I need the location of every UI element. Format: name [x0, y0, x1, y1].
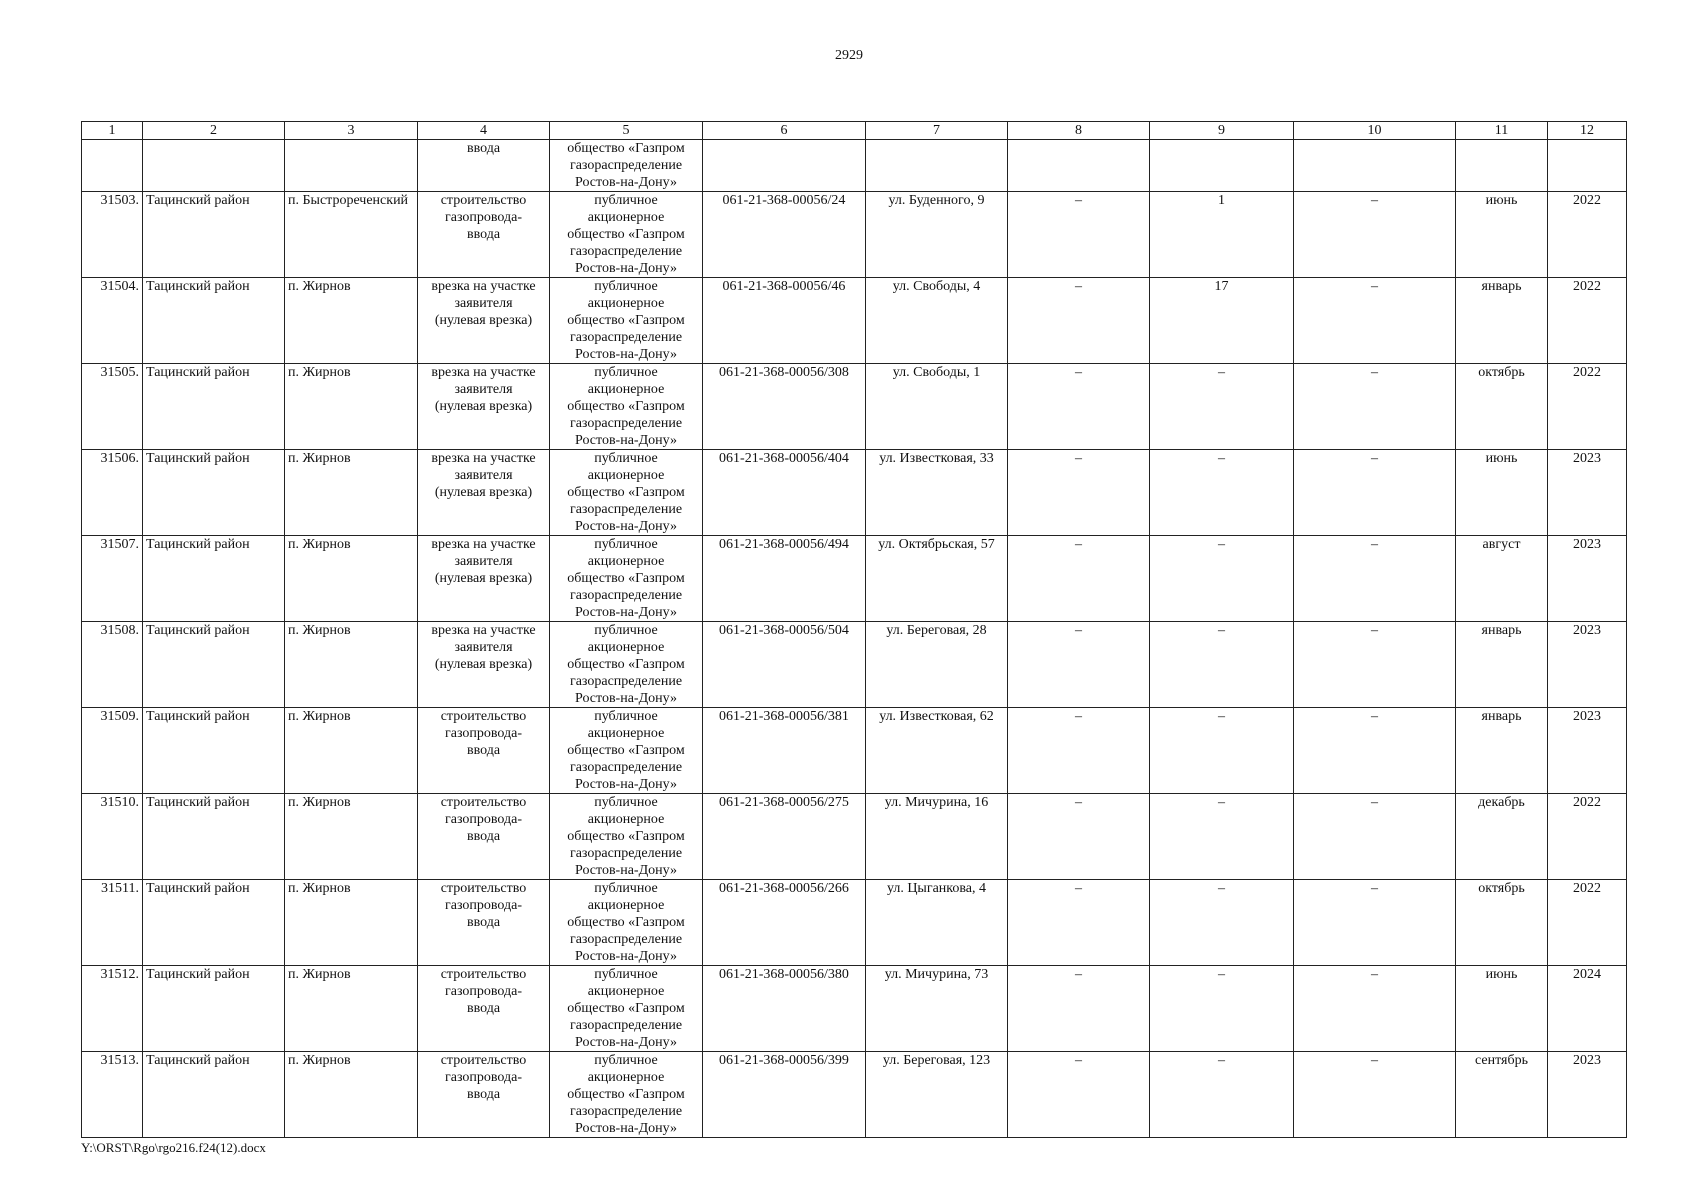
cell-col-8: – [1008, 536, 1150, 622]
cell-col-9: 17 [1150, 278, 1294, 364]
column-header: 12 [1548, 122, 1627, 140]
cell-organization: общество «Газпром газораспределение Ростов-на-Дону» [550, 140, 703, 192]
cell-number: 31509. [82, 708, 143, 794]
cell-address: ул. Свободы, 4 [866, 278, 1008, 364]
cell-settlement: п. Жирнов [285, 880, 418, 966]
cell-district: Тацинский район [143, 450, 285, 536]
cell-col-8: – [1008, 364, 1150, 450]
cell-address: ул. Береговая, 123 [866, 1052, 1008, 1138]
continuation-row [82, 140, 1627, 192]
cell-address: ул. Береговая, 28 [866, 622, 1008, 708]
cell-col-8: – [1008, 622, 1150, 708]
cell-col-9: – [1150, 708, 1294, 794]
cell-col-10: – [1294, 536, 1456, 622]
cell-organization: публичное акционерное общество «Газпром газораспределение Ростов-на-Дону» [550, 794, 703, 880]
column-header: 6 [703, 122, 866, 140]
cell-empty [285, 140, 418, 192]
cell-work-type: врезка на участке заявителя (нулевая врезка) [418, 364, 550, 450]
column-header: 1 [82, 122, 143, 140]
cell-organization: публичное акционерное общество «Газпром газораспределение Ростов-на-Дону» [550, 192, 703, 278]
cell-organization: публичное акционерное общество «Газпром газораспределение Ростов-на-Дону» [550, 1052, 703, 1138]
cell-number: 31504. [82, 278, 143, 364]
cell-address: ул. Известковая, 33 [866, 450, 1008, 536]
cell-month: август [1456, 536, 1548, 622]
cell-address: ул. Буденного, 9 [866, 192, 1008, 278]
cell-district: Тацинский район [143, 966, 285, 1052]
column-header: 9 [1150, 122, 1294, 140]
cell-empty [1008, 140, 1150, 192]
cell-district: Тацинский район [143, 536, 285, 622]
column-header: 7 [866, 122, 1008, 140]
cell-col-10: – [1294, 708, 1456, 794]
table-row [82, 364, 1627, 450]
cell-col-8: – [1008, 450, 1150, 536]
cell-work-type: врезка на участке заявителя (нулевая врезка) [418, 278, 550, 364]
cell-registration-number: 061-21-368-00056/399 [703, 1052, 866, 1138]
cell-year: 2022 [1548, 192, 1627, 278]
cell-month: июнь [1456, 966, 1548, 1052]
cell-registration-number: 061-21-368-00056/381 [703, 708, 866, 794]
cell-col-9: – [1150, 450, 1294, 536]
cell-district: Тацинский район [143, 278, 285, 364]
cell-organization: публичное акционерное общество «Газпром газораспределение Ростов-на-Дону» [550, 880, 703, 966]
page-number: 2929 [835, 48, 863, 63]
cell-organization: публичное акционерное общество «Газпром газораспределение Ростов-на-Дону» [550, 364, 703, 450]
table-row [82, 966, 1627, 1052]
table-row [82, 192, 1627, 278]
cell-registration-number: 061-21-368-00056/380 [703, 966, 866, 1052]
cell-col-10: – [1294, 1052, 1456, 1138]
cell-number: 31503. [82, 192, 143, 278]
cell-month: октябрь [1456, 364, 1548, 450]
cell-col-9: – [1150, 966, 1294, 1052]
cell-year: 2023 [1548, 536, 1627, 622]
table-row [82, 622, 1627, 708]
cell-col-8: – [1008, 966, 1150, 1052]
cell-col-10: – [1294, 450, 1456, 536]
cell-registration-number: 061-21-368-00056/494 [703, 536, 866, 622]
cell-work-type: врезка на участке заявителя (нулевая врезка) [418, 536, 550, 622]
cell-district: Тацинский район [143, 364, 285, 450]
column-header: 10 [1294, 122, 1456, 140]
cell-month: январь [1456, 278, 1548, 364]
file-path-footer: Y:\ORST\Rgo\rgo216.f24(12).docx [81, 1140, 266, 1155]
cell-col-8: – [1008, 1052, 1150, 1138]
cell-month: сентябрь [1456, 1052, 1548, 1138]
table-row [82, 794, 1627, 880]
cell-registration-number: 061-21-368-00056/308 [703, 364, 866, 450]
cell-month: январь [1456, 708, 1548, 794]
cell-settlement: п. Жирнов [285, 278, 418, 364]
cell-work-type: строительство газопровода- ввода [418, 708, 550, 794]
table-row [82, 880, 1627, 966]
cell-organization: публичное акционерное общество «Газпром газораспределение Ростов-на-Дону» [550, 450, 703, 536]
cell-year: 2023 [1548, 622, 1627, 708]
cell-col-9: – [1150, 794, 1294, 880]
cell-address: ул. Известковая, 62 [866, 708, 1008, 794]
cell-address: ул. Октябрьская, 57 [866, 536, 1008, 622]
column-header: 11 [1456, 122, 1548, 140]
cell-col-8: – [1008, 880, 1150, 966]
cell-col-10: – [1294, 966, 1456, 1052]
cell-work-type: врезка на участке заявителя (нулевая врезка) [418, 450, 550, 536]
cell-organization: публичное акционерное общество «Газпром газораспределение Ростов-на-Дону» [550, 278, 703, 364]
cell-year: 2023 [1548, 1052, 1627, 1138]
cell-year: 2022 [1548, 278, 1627, 364]
cell-settlement: п. Жирнов [285, 966, 418, 1052]
cell-address: ул. Цыганкова, 4 [866, 880, 1008, 966]
column-number-row [82, 122, 1627, 140]
cell-month: июнь [1456, 450, 1548, 536]
cell-number: 31511. [82, 880, 143, 966]
cell-settlement: п. Жирнов [285, 450, 418, 536]
cell-empty [1150, 140, 1294, 192]
cell-registration-number: 061-21-368-00056/275 [703, 794, 866, 880]
cell-address: ул. Мичурина, 16 [866, 794, 1008, 880]
cell-col-10: – [1294, 622, 1456, 708]
cell-col-9: – [1150, 1052, 1294, 1138]
cell-number: 31510. [82, 794, 143, 880]
cell-settlement: п. Жирнов [285, 364, 418, 450]
cell-col-8: – [1008, 192, 1150, 278]
cell-district: Тацинский район [143, 1052, 285, 1138]
cell-address: ул. Свободы, 1 [866, 364, 1008, 450]
cell-work-type: строительство газопровода- ввода [418, 192, 550, 278]
cell-district: Тацинский район [143, 708, 285, 794]
cell-district: Тацинский район [143, 622, 285, 708]
cell-month: декабрь [1456, 794, 1548, 880]
cell-year: 2022 [1548, 794, 1627, 880]
cell-organization: публичное акционерное общество «Газпром газораспределение Ростов-на-Дону» [550, 622, 703, 708]
cell-col-8: – [1008, 794, 1150, 880]
cell-number: 31505. [82, 364, 143, 450]
cell-organization: публичное акционерное общество «Газпром газораспределение Ростов-на-Дону» [550, 708, 703, 794]
gas-connection-table [81, 121, 1627, 1138]
cell-settlement: п. Быстрореченский [285, 192, 418, 278]
cell-empty [1456, 140, 1548, 192]
cell-number: 31507. [82, 536, 143, 622]
cell-registration-number: 061-21-368-00056/504 [703, 622, 866, 708]
cell-registration-number: 061-21-368-00056/266 [703, 880, 866, 966]
column-header: 2 [143, 122, 285, 140]
cell-month: июнь [1456, 192, 1548, 278]
cell-year: 2022 [1548, 364, 1627, 450]
cell-settlement: п. Жирнов [285, 1052, 418, 1138]
cell-settlement: п. Жирнов [285, 794, 418, 880]
table-row [82, 708, 1627, 794]
cell-year: 2022 [1548, 880, 1627, 966]
cell-work-type: строительство газопровода- ввода [418, 1052, 550, 1138]
cell-district: Тацинский район [143, 192, 285, 278]
cell-empty [1548, 140, 1627, 192]
cell-year: 2023 [1548, 708, 1627, 794]
cell-col-10: – [1294, 364, 1456, 450]
cell-col-9: – [1150, 364, 1294, 450]
cell-settlement: п. Жирнов [285, 708, 418, 794]
cell-number: 31506. [82, 450, 143, 536]
cell-settlement: п. Жирнов [285, 622, 418, 708]
cell-empty [143, 140, 285, 192]
cell-work-type: врезка на участке заявителя (нулевая врезка) [418, 622, 550, 708]
cell-year: 2023 [1548, 450, 1627, 536]
cell-registration-number: 061-21-368-00056/24 [703, 192, 866, 278]
cell-empty [82, 140, 143, 192]
column-header: 4 [418, 122, 550, 140]
cell-col-8: – [1008, 708, 1150, 794]
cell-empty [866, 140, 1008, 192]
cell-district: Тацинский район [143, 794, 285, 880]
cell-number: 31512. [82, 966, 143, 1052]
cell-settlement: п. Жирнов [285, 536, 418, 622]
cell-number: 31508. [82, 622, 143, 708]
cell-empty [1294, 140, 1456, 192]
cell-registration-number: 061-21-368-00056/404 [703, 450, 866, 536]
cell-col-9: – [1150, 880, 1294, 966]
cell-address: ул. Мичурина, 73 [866, 966, 1008, 1052]
cell-col-9: 1 [1150, 192, 1294, 278]
column-header: 3 [285, 122, 418, 140]
cell-col-10: – [1294, 794, 1456, 880]
cell-number: 31513. [82, 1052, 143, 1138]
cell-work-type: строительство газопровода- ввода [418, 794, 550, 880]
cell-month: январь [1456, 622, 1548, 708]
table-row [82, 536, 1627, 622]
cell-work-type: строительство газопровода- ввода [418, 880, 550, 966]
cell-work-type: строительство газопровода- ввода [418, 966, 550, 1052]
cell-col-10: – [1294, 278, 1456, 364]
table-row [82, 278, 1627, 364]
cell-col-9: – [1150, 622, 1294, 708]
table-row [82, 1052, 1627, 1138]
cell-empty [703, 140, 866, 192]
cell-district: Тацинский район [143, 880, 285, 966]
cell-organization: публичное акционерное общество «Газпром газораспределение Ростов-на-Дону» [550, 536, 703, 622]
cell-col-10: – [1294, 192, 1456, 278]
cell-organization: публичное акционерное общество «Газпром газораспределение Ростов-на-Дону» [550, 966, 703, 1052]
cell-col-8: – [1008, 278, 1150, 364]
cell-col-9: – [1150, 536, 1294, 622]
cell-col-10: – [1294, 880, 1456, 966]
column-header: 8 [1008, 122, 1150, 140]
table-row [82, 450, 1627, 536]
column-header: 5 [550, 122, 703, 140]
cell-work-type: ввода [418, 140, 550, 192]
cell-registration-number: 061-21-368-00056/46 [703, 278, 866, 364]
cell-month: октябрь [1456, 880, 1548, 966]
cell-year: 2024 [1548, 966, 1627, 1052]
